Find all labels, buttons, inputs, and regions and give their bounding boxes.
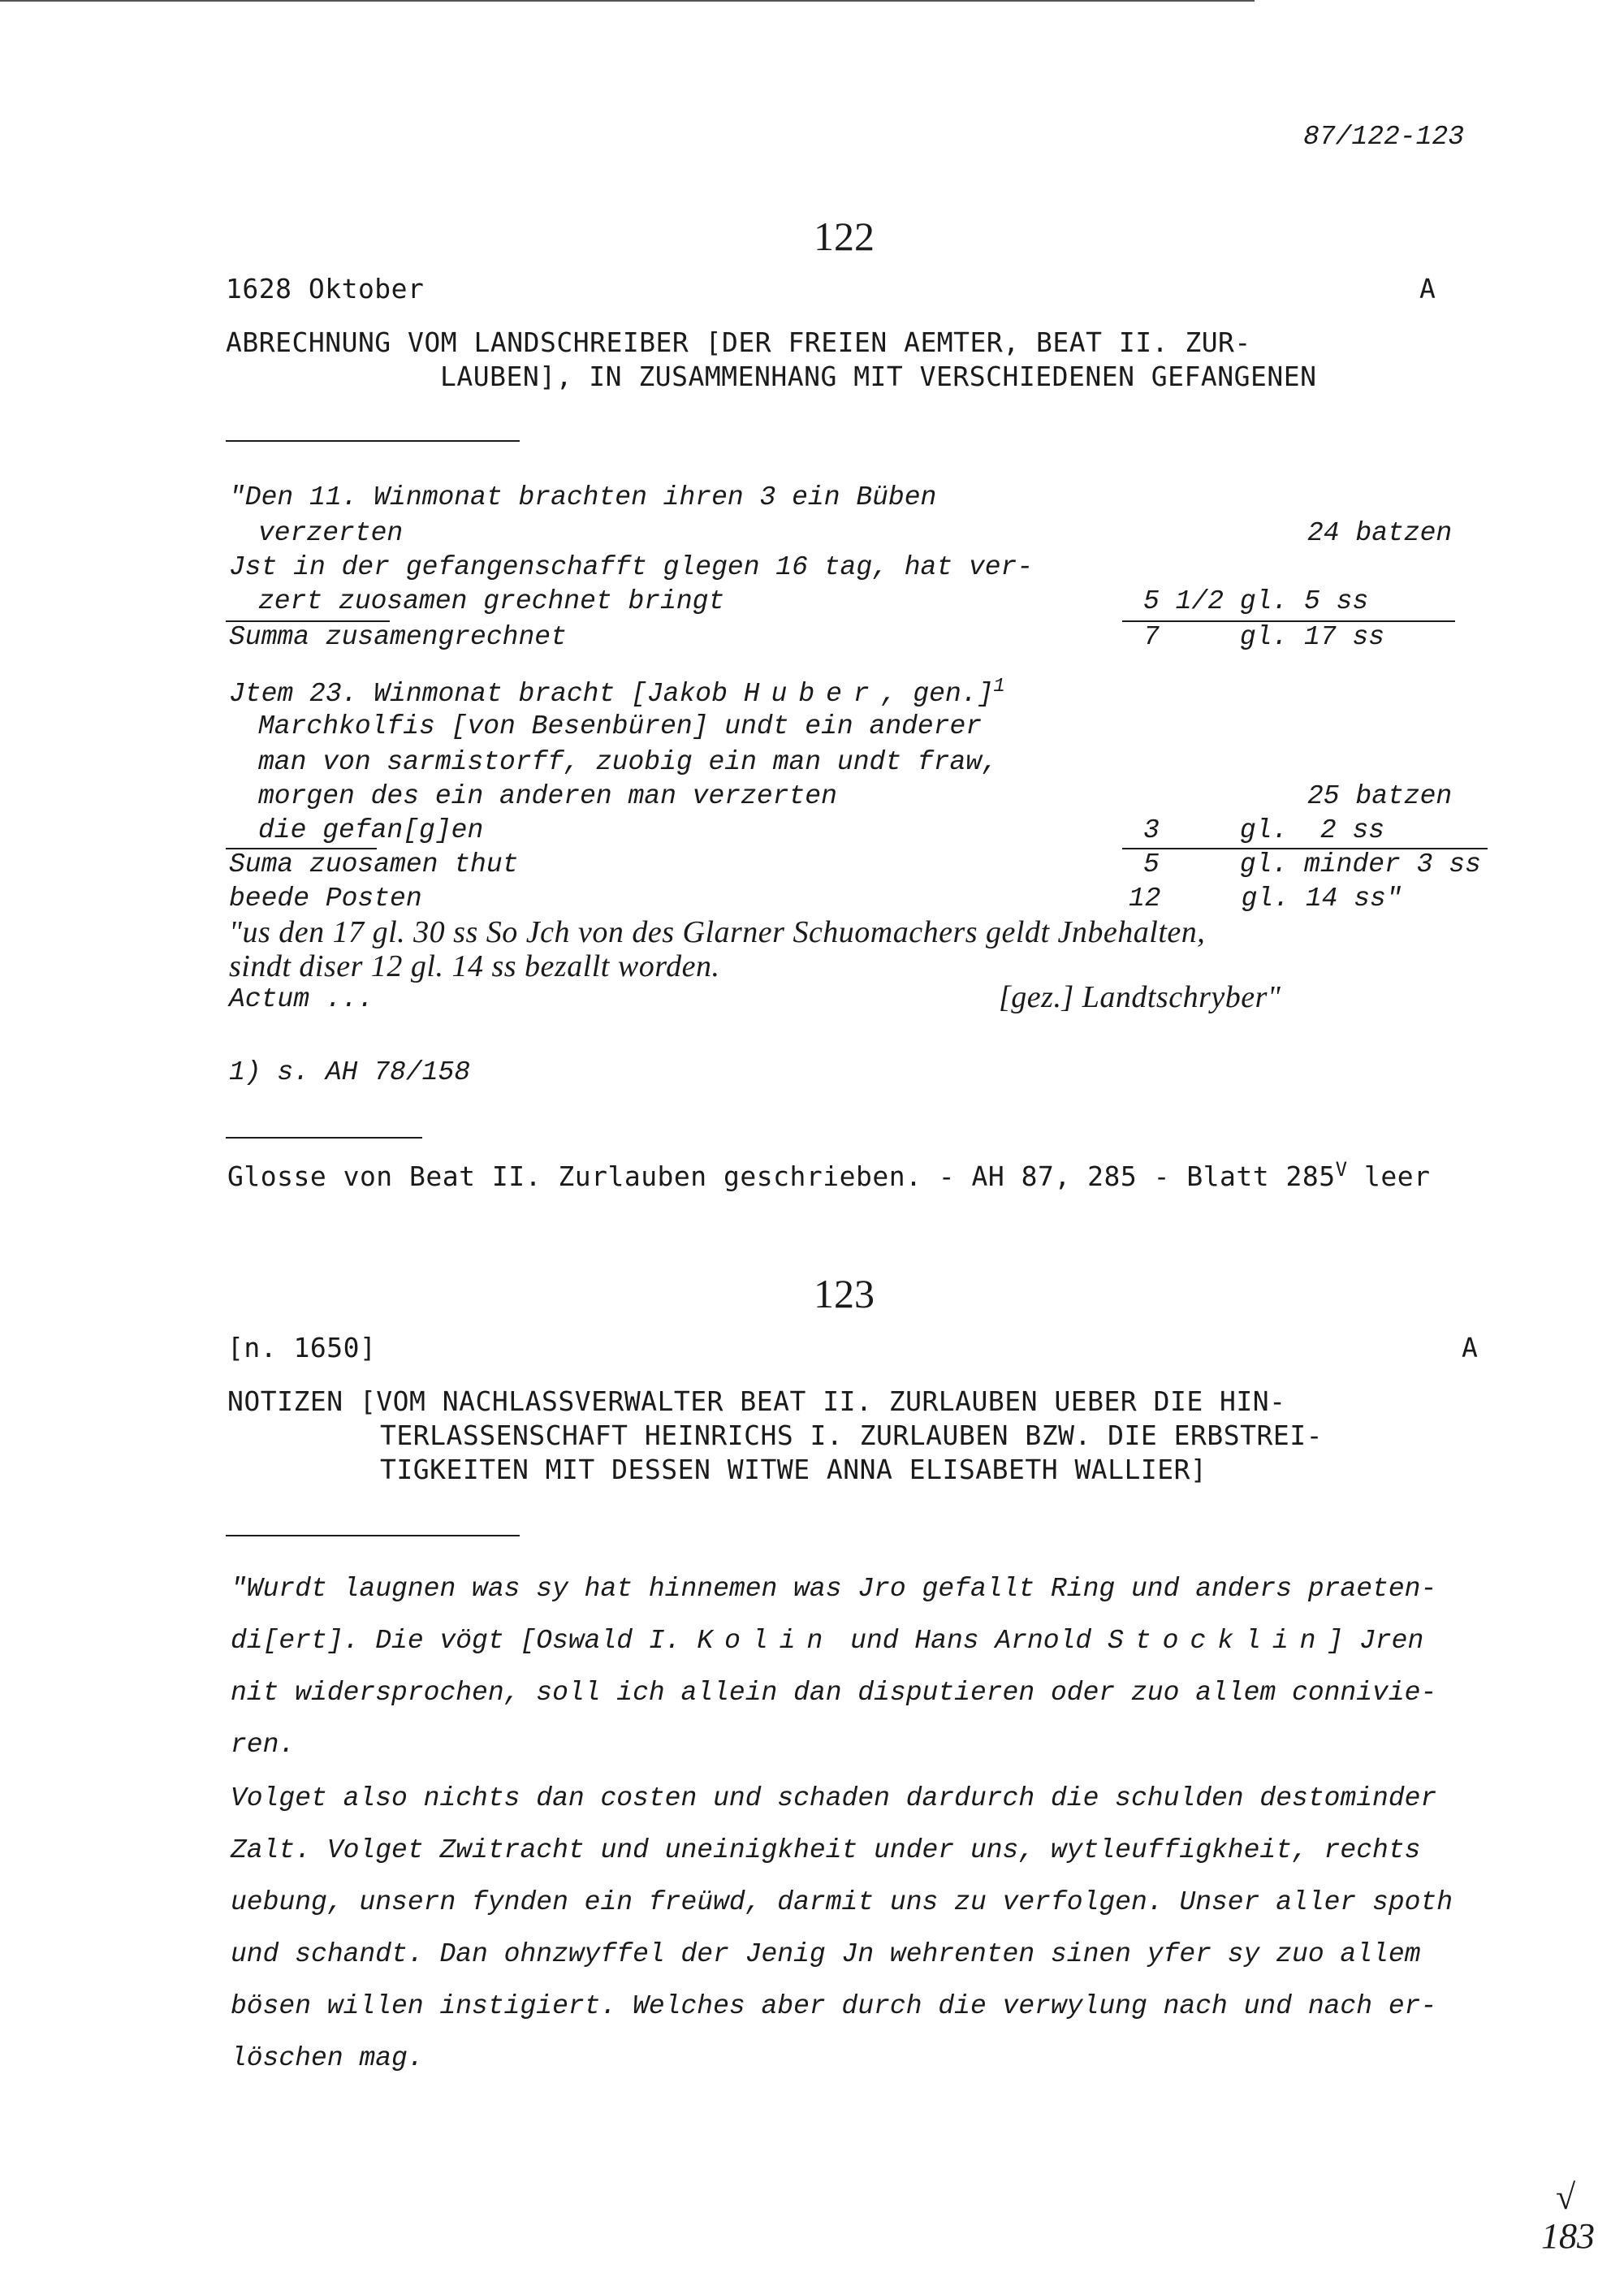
text-segment: und Hans Arnold [850,1626,1092,1656]
section-rule [226,1535,520,1536]
document-date-122: 1628 Oktober [226,273,425,305]
text-segment: Jtem 23. Winmonat bracht [Jakob [229,679,728,709]
section-rule [226,440,520,442]
prose-line: nit widersprochen, soll ich allein dan disputieren oder zuo allem connivie- [231,1678,1437,1708]
text-line: "Den 11. Winmonat brachten ihren 3 ein Büben [229,482,937,512]
text-segment: Glosse von Beat II. Zurlauben geschrieben. - AH 87, 285 - Blatt 285 [227,1160,1336,1192]
text-line: morgen des ein anderen man verzerten [258,781,837,811]
document-letter-123: A [1462,1332,1479,1363]
text-line: Actum ... [229,984,374,1014]
document-number-122: 122 [814,214,875,259]
document-letter-122: A [1419,273,1436,305]
document-title-123-line1: NOTIZEN [VOM NACHLASSVERWALTER BEAT II. ZURLAUBEN UEBER DIE HIN- [227,1385,1286,1417]
amount: 12 gl. 14 ss" [1129,884,1402,914]
text-line: beede Posten [229,884,422,914]
person-name-stocklin: Stocklin [1108,1626,1328,1656]
amount: 24 batzen [1307,518,1453,548]
text-line: Marchkolfis [von Besenbüren] undt ein anderer [258,711,983,741]
document-number-123: 123 [814,1271,875,1316]
text-segment: ] Jren [1327,1626,1424,1656]
document-title-122-line1: ABRECHNUNG VOM LANDSCHREIBER [DER FREIEN AEMTER, BEAT II. ZUR- [226,326,1251,358]
prose-line: Zalt. Volget Zwitracht und uneinigkheit under uns, wytleuffigkheit, rechts [231,1835,1421,1865]
person-name-kolin: Kolin [697,1626,835,1656]
prose-line [231,1626,1423,1656]
text-line [229,676,1005,709]
amount: 5 gl. minder 3 ss [1143,849,1481,879]
prose-line: löschen mag. [231,2043,424,2073]
document-title-123-line3: TIGKEITEN MIT DESSEN WITWE ANNA ELISABETH WALLIER] [380,1454,1207,1485]
prose-line: Volget also nichts dan costen und schaden dardurch die schulden destominder [231,1783,1437,1813]
gloss-handwriting-line1: "us den 17 gl. 30 ss So Jch von des Glarner Schuomachers geldt Jnbehalten, [229,915,1206,949]
prose-line: bösen willen instigiert. Welches aber durch die verwylung nach und nach er- [231,1991,1437,2021]
text-line: verzerten [258,518,404,548]
text-line: man von sarmistorff, zuobig ein man undt fraw, [258,747,998,777]
prose-line: uebung, unsern fynden ein freüwd, darmit uns zu verfolgen. Unser aller spoth [231,1887,1453,1917]
footnote-marker: 1 [993,676,1005,698]
check-mark: √ [1556,2177,1576,2217]
text-segment: , gen.] [880,679,994,709]
gloss-note [227,1158,1430,1192]
archive-reference: 87/122-123 [1303,122,1465,152]
signature-line: [gez.] Landtschryber" [999,980,1281,1014]
prose-line: und schandt. Dan ohnzwyffel der Jenig Jn wehrenten sinen yfer sy zuo allem [231,1939,1421,1969]
gloss-handwriting-line2: sindt diser 12 gl. 14 ss bezallt worden. [229,949,720,983]
scan-top-edge [0,0,1255,2]
section-rule [226,1137,422,1139]
text-segment: leer [1347,1160,1431,1192]
text-segment: di[ert]. Die vögt [Oswald I. [231,1626,681,1656]
document-title-123-line2: TERLASSENSCHAFT HEINRICHS I. ZURLAUBEN BZW. DIE ERBSTREI- [380,1420,1323,1451]
amount: 25 batzen [1307,781,1453,811]
text-line: Jst in der gefangenschafft glegen 16 tag, hat ver- [229,552,1034,582]
amount: 3 gl. 2 ss [1143,815,1385,845]
document-title-122-line2: LAUBEN], IN ZUSAMMENHANG MIT VERSCHIEDENEN GEFANGENEN [440,361,1317,392]
prose-line: "Wurdt laugnen was sy hat hinnemen was Jro gefallt Ring und anders praeten- [231,1574,1437,1604]
text-line: Suma zuosamen thut [229,849,519,879]
person-name-huber: Huber [743,679,881,709]
verso-marker: V [1335,1158,1348,1181]
amount: 7 gl. 17 ss [1143,622,1385,652]
text-line: Summa zusamengrechnet [229,622,567,652]
text-line: zert zuosamen grechnet bringt [258,586,725,616]
text-line: die gefan[g]en [258,815,484,845]
footnote: 1) s. AH 78/158 [229,1057,471,1087]
folio-number: 183 [1541,2216,1595,2256]
prose-line: ren. [231,1730,296,1760]
document-date-123: [n. 1650] [227,1332,377,1363]
amount: 5 1/2 gl. 5 ss [1143,586,1369,616]
